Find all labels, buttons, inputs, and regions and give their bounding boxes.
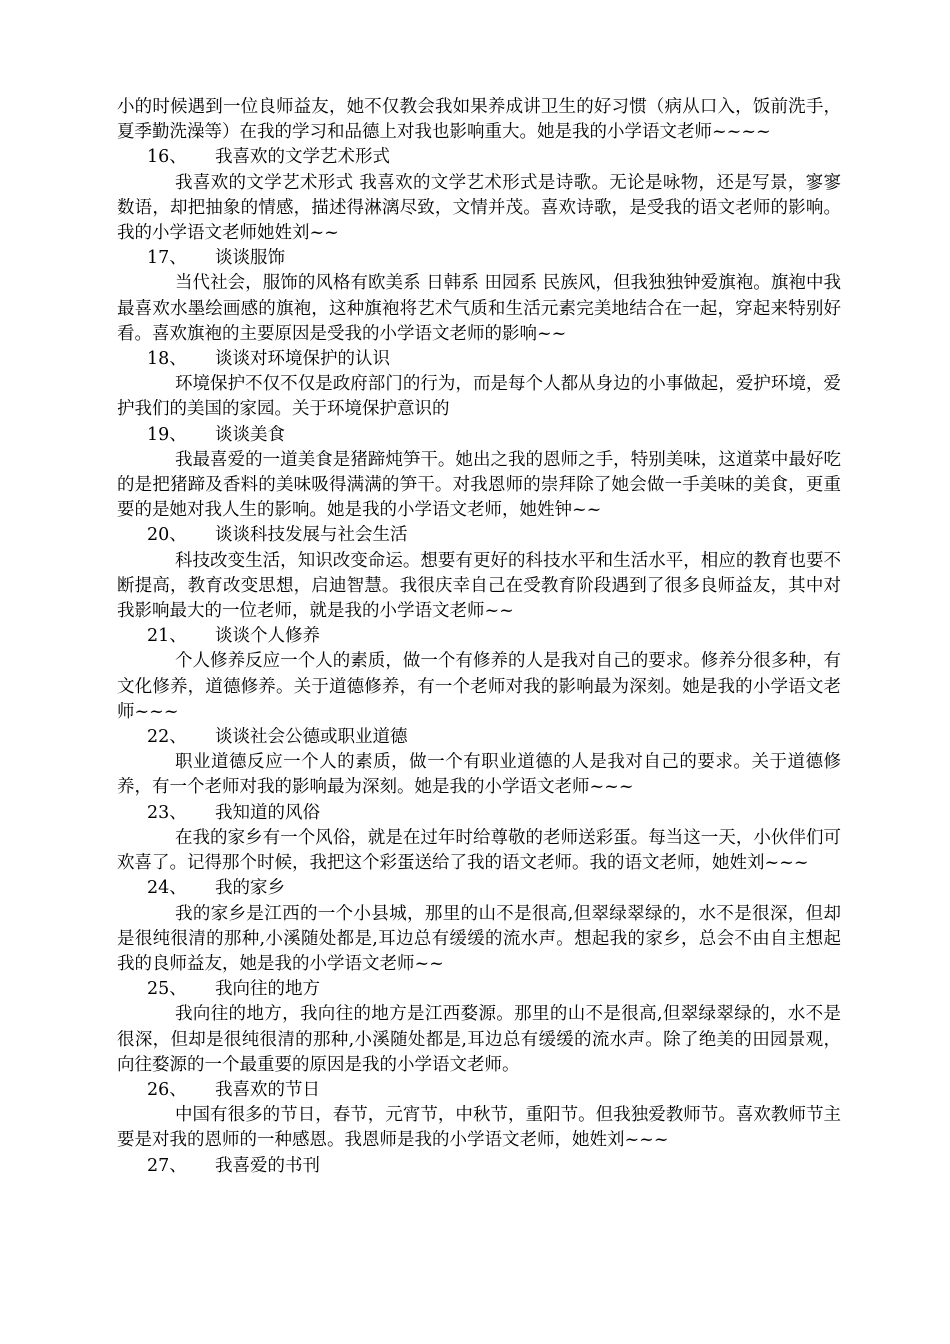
section-body: 科技改变生活，知识改变命运。想要有更好的科技水平和生活水平，相应的教育也要不断提高，教育改变思想，启迪智慧。我很庆幸自己在受教育阶段遇到了很多良师益友，其中对我影响最大的一位老师，就是我的小学语文老师~~ xyxy=(117,550,841,622)
section-title: 谈谈美食 xyxy=(215,424,285,445)
section-title: 谈谈服饰 xyxy=(215,248,285,269)
section-title: 谈谈个人修养 xyxy=(215,626,320,647)
section-body: 在我的家乡有一个风俗，就是在过年时给尊敬的老师送彩蛋。每当这一天，小伙伴们可欢喜了。记得那个时候，我把这个彩蛋送给了我的语文老师。我的语文老师，她姓刘~~~ xyxy=(117,827,841,874)
section-number: 18、 xyxy=(147,349,187,370)
intro-paragraph: 小的时候遇到一位良师益友，她不仅教会我如果养成讲卫生的好习惯（病从口入，饭前洗手，夏季勤洗澡等）在我的学习和品德上对我也影响重大。她是我的小学语文老师~~~~ xyxy=(117,97,841,143)
section-heading xyxy=(117,1154,841,1179)
section-title: 我喜爱的书刊 xyxy=(215,1155,320,1176)
section-number: 27、 xyxy=(147,1155,187,1176)
section-number: 16、 xyxy=(147,147,187,168)
section-body: 中国有很多的节日，春节，元宵节，中秋节，重阳节。但我独爱教师节。喜欢教师节主要是对我的恩师的一种感恩。我恩师是我的小学语文老师，她姓刘~~~ xyxy=(117,1105,841,1151)
section-number: 22、 xyxy=(147,727,187,748)
section-heading xyxy=(117,1078,841,1103)
section-number: 26、 xyxy=(147,1079,187,1100)
section-title: 我的家乡 xyxy=(215,878,285,899)
section-body: 当代社会，服饰的风格有欧美系 日韩系 田园系 民族风，但我独独钟爱旗袍。旗袍中我最喜欢水墨绘画感的旗袍，这种旗袍将艺术气质和生活元素完美地结合在一起，穿起来特别好看。喜欢旗袍的主要原因是受我的小学语文老师的影响~~ xyxy=(117,273,841,344)
section-body: 职业道德反应一个人的素质，做一个有职业道德的人是我对自己的要求。关于道德修养，有一个老师对我的影响最为深刻。她是我的小学语文老师~~~ xyxy=(117,752,841,798)
section-heading xyxy=(117,624,841,649)
section-body: 我喜欢的文学艺术形式 我喜欢的文学艺术形式是诗歌。无论是咏物，还是写景，寥寥数语，却把抽象的情感，描述得淋漓尽致，文情并茂。喜欢诗歌，是受我的语文老师的影响。我的小学语文老师她姓刘~~ xyxy=(117,172,841,244)
section-body: 我的家乡是江西的一个小县城，那里的山不是很高,但翠绿翠绿的，水不是很深，但却是很纯很清的那种,小溪随处都是,耳边总有缓缓的流水声。想起我的家乡，总会不由自主想起我的良师益友，她是我的小学语文老师~~ xyxy=(117,903,841,974)
section-heading xyxy=(117,523,841,548)
section-number: 21、 xyxy=(147,626,187,647)
section-heading xyxy=(117,876,841,901)
document-page xyxy=(117,95,841,1179)
section-heading xyxy=(117,725,841,750)
section-body: 个人修养反应一个人的素质，做一个有修养的人是我对自己的要求。修养分很多种，有文化修养，道德修养。关于道德修养，有一个老师对我的影响最为深刻。她是我的小学语文老师~~~ xyxy=(117,651,841,722)
section-heading xyxy=(117,145,841,170)
section-body: 我向往的地方，我向往的地方是江西婺源。那里的山不是很高,但翠绿翠绿的，水不是很深，但却是很纯很清的那种,小溪随处都是,耳边总有缓缓的流水声。除了绝美的田园景观，向往婺源的一个最重要的原因是我的小学语文老师。 xyxy=(117,1004,841,1075)
section-number: 19、 xyxy=(147,424,187,445)
section-title: 我喜欢的节日 xyxy=(215,1079,320,1100)
section-heading xyxy=(117,347,841,372)
section-body: 环境保护不仅不仅是政府部门的行为，而是每个人都从身边的小事做起，爱护环境，爱护我们的美国的家园。关于环境保护意识的 xyxy=(117,374,841,420)
section-heading xyxy=(117,246,841,271)
section-title: 我知道的风俗 xyxy=(215,802,320,823)
section-number: 20、 xyxy=(147,525,187,546)
section-number: 23、 xyxy=(147,802,187,823)
section-title: 谈谈对环境保护的认识 xyxy=(215,349,390,370)
section-title: 我喜欢的文学艺术形式 xyxy=(215,147,390,168)
section-heading xyxy=(117,977,841,1002)
sections-list xyxy=(117,145,841,1178)
section-number: 25、 xyxy=(147,979,187,1000)
section-heading xyxy=(117,423,841,448)
section-body: 我最喜爱的一道美食是猪蹄炖笋干。她出之我的恩师之手，特别美味，这道菜中最好吃的是把猪蹄及香料的美味吸得满满的笋干。对我恩师的崇拜除了她会做一手美味的美食，更重要的是她对我人生的影响。她是我的小学语文老师，她姓钟~~ xyxy=(117,449,841,521)
section-title: 谈谈科技发展与社会生活 xyxy=(215,525,408,546)
section-title: 谈谈社会公德或职业道德 xyxy=(215,727,408,748)
section-heading xyxy=(117,801,841,826)
section-number: 17、 xyxy=(147,248,187,269)
section-title: 我向往的地方 xyxy=(215,979,320,1000)
section-number: 24、 xyxy=(147,878,187,899)
